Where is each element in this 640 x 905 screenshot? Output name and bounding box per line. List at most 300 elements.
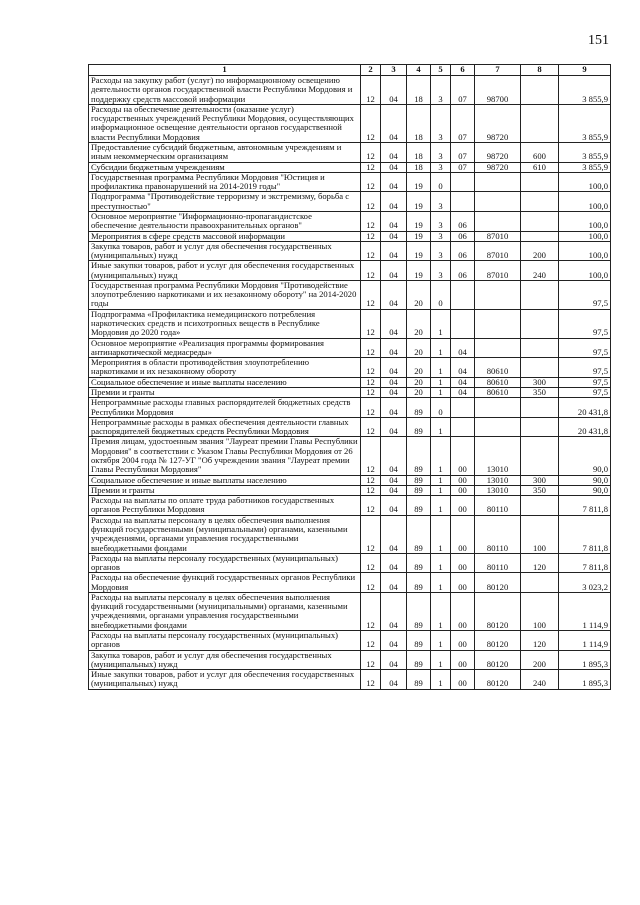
program-code-cell: 89 (407, 573, 431, 593)
table-row (89, 76, 611, 105)
direction-code-cell: 80120 (475, 592, 521, 630)
table-row (89, 280, 611, 309)
program-code-cell: 20 (407, 388, 431, 398)
table-row (89, 172, 611, 192)
section-code-cell: 12 (361, 231, 381, 241)
subprogram-code-cell: 1 (431, 650, 451, 670)
program-code-cell: 20 (407, 280, 431, 309)
subprogram-code-cell: 1 (431, 377, 451, 387)
row-name-cell: Государственная программа Республики Мордовия "Противодействие злоупотреблению наркотиками и их незаконному обороту" на 2014-2020 годы (89, 280, 361, 309)
table-row (89, 211, 611, 231)
section-code-cell: 12 (361, 192, 381, 212)
activity-code-cell: 00 (451, 553, 475, 573)
program-code-cell: 89 (407, 650, 431, 670)
expense-type-code-cell (521, 573, 559, 593)
subprogram-code-cell: 3 (431, 162, 451, 172)
row-name-cell: Предоставление субсидий бюджетным, автономным учреждениям и иным некоммерческим организациям (89, 142, 361, 162)
table-row (89, 377, 611, 387)
subsection-code-cell: 04 (381, 515, 407, 553)
expense-type-code-cell (521, 104, 559, 142)
activity-code-cell (451, 309, 475, 338)
program-code-cell: 89 (407, 515, 431, 553)
expense-type-code-cell: 300 (521, 377, 559, 387)
direction-code-cell: 98720 (475, 142, 521, 162)
direction-code-cell: 98720 (475, 104, 521, 142)
subprogram-code-cell: 1 (431, 338, 451, 358)
row-name-cell: Мероприятия в сфере средств массовой информации (89, 231, 361, 241)
program-code-cell: 89 (407, 592, 431, 630)
program-code-cell: 19 (407, 231, 431, 241)
section-code-cell: 12 (361, 496, 381, 516)
table-row (89, 231, 611, 241)
subsection-code-cell: 04 (381, 280, 407, 309)
expense-type-code-cell: 350 (521, 485, 559, 495)
table-row (89, 388, 611, 398)
section-code-cell: 12 (361, 485, 381, 495)
activity-code-cell: 04 (451, 338, 475, 358)
program-code-cell: 18 (407, 76, 431, 105)
expense-type-code-cell (521, 76, 559, 105)
header-cell: 5 (431, 65, 451, 76)
table-row (89, 104, 611, 142)
row-name-cell: Расходы на обеспечение деятельности (оказание услуг) государственных учреждений Республики Мордовия, осуществляющих информационное освещение деятельности органов государственной власти Республики Мордовия (89, 104, 361, 142)
expense-type-code-cell (521, 338, 559, 358)
subsection-code-cell: 04 (381, 338, 407, 358)
section-code-cell: 12 (361, 515, 381, 553)
table-row (89, 309, 611, 338)
activity-code-cell (451, 398, 475, 418)
direction-code-cell (475, 211, 521, 231)
direction-code-cell (475, 309, 521, 338)
table-row (89, 398, 611, 418)
table-row (89, 192, 611, 212)
section-code-cell: 12 (361, 172, 381, 192)
subsection-code-cell: 04 (381, 241, 407, 261)
program-code-cell: 18 (407, 104, 431, 142)
activity-code-cell: 00 (451, 496, 475, 516)
amount-cell: 97,5 (559, 388, 611, 398)
amount-cell: 97,5 (559, 309, 611, 338)
row-name-cell: Расходы на выплаты персоналу в целях обеспечения выполнения функций государственными (муниципальными) органами, казенными учреждениями, органами управления государственными внебюджетными фондами (89, 515, 361, 553)
direction-code-cell (475, 417, 521, 437)
program-code-cell: 89 (407, 670, 431, 690)
row-name-cell: Непрограммные расходы в рамках обеспечения деятельности главных распорядителей бюджетных средств Республики Мордовия (89, 417, 361, 437)
amount-cell: 1 114,9 (559, 592, 611, 630)
expense-type-code-cell: 200 (521, 650, 559, 670)
section-code-cell: 12 (361, 377, 381, 387)
section-code-cell: 12 (361, 280, 381, 309)
expense-type-code-cell (521, 172, 559, 192)
row-name-cell: Премия лицам, удостоенным звания "Лауреат премии Главы Республики Мордовия" в соответствии с Указом Главы Республики Мордовия от 26 октября 2004 года № 127-УГ "Об учреждении звания "Лауреат премии Главы Республики Мордовия" (89, 437, 361, 475)
subprogram-code-cell: 1 (431, 485, 451, 495)
program-code-cell: 19 (407, 211, 431, 231)
section-code-cell: 12 (361, 553, 381, 573)
row-name-cell: Расходы на выплаты персоналу в целях обеспечения выполнения функций государственными (муниципальными) органами, казенными учреждениями, органами управления государственными внебюджетными фондами (89, 592, 361, 630)
program-code-cell: 89 (407, 398, 431, 418)
row-name-cell: Премии и гранты (89, 485, 361, 495)
activity-code-cell (451, 417, 475, 437)
header-row (89, 65, 611, 76)
table-row (89, 573, 611, 593)
program-code-cell: 19 (407, 261, 431, 281)
section-code-cell: 12 (361, 592, 381, 630)
subprogram-code-cell: 3 (431, 142, 451, 162)
row-name-cell: Основное мероприятие «Реализация программы формирования антинаркотической медиасреды» (89, 338, 361, 358)
section-code-cell: 12 (361, 358, 381, 378)
subprogram-code-cell: 1 (431, 417, 451, 437)
subsection-code-cell: 04 (381, 631, 407, 651)
row-name-cell: Подпрограмма «Профилактика немедицинского потребления наркотических средств и психотропных веществ в Республике Мордовия до 2020 года» (89, 309, 361, 338)
direction-code-cell (475, 192, 521, 212)
subsection-code-cell: 04 (381, 309, 407, 338)
subsection-code-cell: 04 (381, 104, 407, 142)
header-cell: 1 (89, 65, 361, 76)
header-cell: 8 (521, 65, 559, 76)
section-code-cell: 12 (361, 437, 381, 475)
row-name-cell: Расходы на обеспечение функций государственных органов Республики Мордовия (89, 573, 361, 593)
program-code-cell: 18 (407, 142, 431, 162)
program-code-cell: 19 (407, 241, 431, 261)
row-name-cell: Подпрограмма "Противодействие терроризму и экстремизму, борьба с преступностью" (89, 192, 361, 212)
activity-code-cell: 06 (451, 241, 475, 261)
program-code-cell: 19 (407, 172, 431, 192)
row-name-cell: Расходы на выплаты персоналу государственных (муниципальных) органов (89, 553, 361, 573)
subsection-code-cell: 04 (381, 358, 407, 378)
activity-code-cell (451, 192, 475, 212)
table-row (89, 592, 611, 630)
amount-cell: 7 811,8 (559, 515, 611, 553)
direction-code-cell (475, 338, 521, 358)
amount-cell: 1 895,3 (559, 670, 611, 690)
section-code-cell: 12 (361, 631, 381, 651)
subprogram-code-cell: 1 (431, 631, 451, 651)
amount-cell: 97,5 (559, 280, 611, 309)
row-name-cell: Закупка товаров, работ и услуг для обеспечения государственных (муниципальных) нужд (89, 650, 361, 670)
subprogram-code-cell: 1 (431, 670, 451, 690)
program-code-cell: 89 (407, 437, 431, 475)
amount-cell: 7 811,8 (559, 553, 611, 573)
program-code-cell: 89 (407, 496, 431, 516)
row-name-cell: Иные закупки товаров, работ и услуг для обеспечения государственных (муниципальных) нужд (89, 670, 361, 690)
program-code-cell: 89 (407, 485, 431, 495)
direction-code-cell: 98720 (475, 162, 521, 172)
amount-cell: 100,0 (559, 192, 611, 212)
section-code-cell: 12 (361, 211, 381, 231)
amount-cell: 97,5 (559, 338, 611, 358)
table-body (89, 76, 611, 690)
expense-type-code-cell: 100 (521, 592, 559, 630)
subsection-code-cell: 04 (381, 485, 407, 495)
expense-type-code-cell: 120 (521, 631, 559, 651)
section-code-cell: 12 (361, 670, 381, 690)
activity-code-cell (451, 280, 475, 309)
direction-code-cell: 87010 (475, 241, 521, 261)
section-code-cell: 12 (361, 573, 381, 593)
subsection-code-cell: 04 (381, 553, 407, 573)
section-code-cell: 12 (361, 475, 381, 485)
section-code-cell: 12 (361, 76, 381, 105)
section-code-cell: 12 (361, 388, 381, 398)
table-row (89, 650, 611, 670)
header-cell: 9 (559, 65, 611, 76)
direction-code-cell (475, 172, 521, 192)
direction-code-cell: 80610 (475, 358, 521, 378)
subsection-code-cell: 04 (381, 592, 407, 630)
subprogram-code-cell: 3 (431, 192, 451, 212)
subprogram-code-cell: 3 (431, 211, 451, 231)
activity-code-cell: 00 (451, 485, 475, 495)
section-code-cell: 12 (361, 142, 381, 162)
activity-code-cell: 00 (451, 515, 475, 553)
row-name-cell: Премии и гранты (89, 388, 361, 398)
amount-cell: 100,0 (559, 231, 611, 241)
amount-cell: 90,0 (559, 475, 611, 485)
activity-code-cell: 06 (451, 211, 475, 231)
activity-code-cell: 04 (451, 388, 475, 398)
activity-code-cell: 00 (451, 437, 475, 475)
amount-cell: 100,0 (559, 211, 611, 231)
subsection-code-cell: 04 (381, 670, 407, 690)
subsection-code-cell: 04 (381, 417, 407, 437)
amount-cell: 3 855,9 (559, 104, 611, 142)
expense-type-code-cell (521, 231, 559, 241)
table-row (89, 475, 611, 485)
subprogram-code-cell: 1 (431, 358, 451, 378)
subsection-code-cell: 04 (381, 437, 407, 475)
activity-code-cell: 07 (451, 104, 475, 142)
direction-code-cell: 13010 (475, 437, 521, 475)
expense-type-code-cell (521, 211, 559, 231)
header-cell: 6 (451, 65, 475, 76)
section-code-cell: 12 (361, 241, 381, 261)
direction-code-cell: 80110 (475, 496, 521, 516)
subprogram-code-cell: 1 (431, 496, 451, 516)
section-code-cell: 12 (361, 261, 381, 281)
program-code-cell: 20 (407, 309, 431, 338)
program-code-cell: 19 (407, 192, 431, 212)
header-cell: 4 (407, 65, 431, 76)
budget-table (88, 64, 611, 690)
direction-code-cell: 87010 (475, 261, 521, 281)
section-code-cell: 12 (361, 338, 381, 358)
expense-type-code-cell (521, 309, 559, 338)
program-code-cell: 20 (407, 338, 431, 358)
subsection-code-cell: 04 (381, 211, 407, 231)
program-code-cell: 18 (407, 162, 431, 172)
row-name-cell: Основное мероприятие "Информационно-пропагандистское обеспечение деятельности правоохранительных органов" (89, 211, 361, 231)
activity-code-cell: 07 (451, 142, 475, 162)
subprogram-code-cell: 1 (431, 388, 451, 398)
activity-code-cell (451, 172, 475, 192)
table-row (89, 241, 611, 261)
subprogram-code-cell: 1 (431, 515, 451, 553)
table-row (89, 417, 611, 437)
direction-code-cell: 13010 (475, 475, 521, 485)
expense-type-code-cell: 350 (521, 388, 559, 398)
subsection-code-cell: 04 (381, 573, 407, 593)
row-name-cell: Социальное обеспечение и иные выплаты населению (89, 377, 361, 387)
table-row (89, 485, 611, 495)
table-row (89, 670, 611, 690)
page-number: 151 (588, 33, 609, 48)
activity-code-cell: 06 (451, 261, 475, 281)
subsection-code-cell: 04 (381, 650, 407, 670)
amount-cell: 90,0 (559, 437, 611, 475)
table-row (89, 496, 611, 516)
activity-code-cell: 07 (451, 76, 475, 105)
table-row (89, 631, 611, 651)
amount-cell: 1 114,9 (559, 631, 611, 651)
expense-type-code-cell: 610 (521, 162, 559, 172)
expense-type-code-cell (521, 398, 559, 418)
amount-cell: 20 431,8 (559, 398, 611, 418)
section-code-cell: 12 (361, 309, 381, 338)
direction-code-cell (475, 280, 521, 309)
subsection-code-cell: 04 (381, 231, 407, 241)
activity-code-cell: 04 (451, 377, 475, 387)
table-row (89, 358, 611, 378)
subsection-code-cell: 04 (381, 172, 407, 192)
subprogram-code-cell: 0 (431, 398, 451, 418)
direction-code-cell: 13010 (475, 485, 521, 495)
table-row (89, 142, 611, 162)
activity-code-cell: 07 (451, 162, 475, 172)
expense-type-code-cell: 300 (521, 475, 559, 485)
amount-cell: 3 855,9 (559, 76, 611, 105)
activity-code-cell: 00 (451, 573, 475, 593)
program-code-cell: 89 (407, 553, 431, 573)
subprogram-code-cell: 3 (431, 231, 451, 241)
subsection-code-cell: 04 (381, 261, 407, 281)
direction-code-cell (475, 398, 521, 418)
subsection-code-cell: 04 (381, 162, 407, 172)
direction-code-cell: 80110 (475, 515, 521, 553)
subprogram-code-cell: 1 (431, 475, 451, 485)
direction-code-cell: 80110 (475, 553, 521, 573)
amount-cell: 97,5 (559, 377, 611, 387)
amount-cell: 97,5 (559, 358, 611, 378)
subprogram-code-cell: 3 (431, 104, 451, 142)
row-name-cell: Иные закупки товаров, работ и услуг для обеспечения государственных (муниципальных) нужд (89, 261, 361, 281)
row-name-cell: Мероприятия в области противодействия злоупотреблению наркотиками и их незаконному обороту (89, 358, 361, 378)
expense-type-code-cell: 240 (521, 670, 559, 690)
subprogram-code-cell: 1 (431, 592, 451, 630)
row-name-cell: Расходы на выплаты персоналу государственных (муниципальных) органов (89, 631, 361, 651)
direction-code-cell: 80120 (475, 650, 521, 670)
subsection-code-cell: 04 (381, 377, 407, 387)
header-cell: 7 (475, 65, 521, 76)
amount-cell: 20 431,8 (559, 417, 611, 437)
program-code-cell: 89 (407, 631, 431, 651)
table-row (89, 162, 611, 172)
subsection-code-cell: 04 (381, 76, 407, 105)
direction-code-cell: 98700 (475, 76, 521, 105)
activity-code-cell: 04 (451, 358, 475, 378)
amount-cell: 90,0 (559, 485, 611, 495)
subsection-code-cell: 04 (381, 496, 407, 516)
subprogram-code-cell: 3 (431, 76, 451, 105)
subprogram-code-cell: 1 (431, 573, 451, 593)
amount-cell: 3 855,9 (559, 162, 611, 172)
amount-cell: 100,0 (559, 172, 611, 192)
header-cell: 3 (381, 65, 407, 76)
subsection-code-cell: 04 (381, 398, 407, 418)
direction-code-cell: 80610 (475, 388, 521, 398)
amount-cell: 3 855,9 (559, 142, 611, 162)
program-code-cell: 20 (407, 358, 431, 378)
subprogram-code-cell: 3 (431, 261, 451, 281)
subprogram-code-cell: 0 (431, 172, 451, 192)
row-name-cell: Расходы на выплаты по оплате труда работников государственных органов Республики Мордовия (89, 496, 361, 516)
direction-code-cell: 80120 (475, 573, 521, 593)
subprogram-code-cell: 0 (431, 280, 451, 309)
amount-cell: 1 895,3 (559, 650, 611, 670)
amount-cell: 100,0 (559, 261, 611, 281)
amount-cell: 3 023,2 (559, 573, 611, 593)
expense-type-code-cell (521, 437, 559, 475)
table-row (89, 553, 611, 573)
subsection-code-cell: 04 (381, 388, 407, 398)
program-code-cell: 20 (407, 377, 431, 387)
direction-code-cell: 80120 (475, 670, 521, 690)
section-code-cell: 12 (361, 162, 381, 172)
activity-code-cell: 00 (451, 670, 475, 690)
subsection-code-cell: 04 (381, 142, 407, 162)
subprogram-code-cell: 1 (431, 553, 451, 573)
row-name-cell: Социальное обеспечение и иные выплаты населению (89, 475, 361, 485)
table-row (89, 338, 611, 358)
subprogram-code-cell: 3 (431, 241, 451, 261)
amount-cell: 100,0 (559, 241, 611, 261)
expense-type-code-cell (521, 417, 559, 437)
expense-type-code-cell: 200 (521, 241, 559, 261)
activity-code-cell: 00 (451, 592, 475, 630)
expense-type-code-cell (521, 280, 559, 309)
direction-code-cell: 80610 (475, 377, 521, 387)
subprogram-code-cell: 1 (431, 309, 451, 338)
program-code-cell: 89 (407, 475, 431, 485)
expense-type-code-cell: 600 (521, 142, 559, 162)
amount-cell: 7 811,8 (559, 496, 611, 516)
table-row (89, 515, 611, 553)
direction-code-cell: 80120 (475, 631, 521, 651)
row-name-cell: Закупка товаров, работ и услуг для обеспечения государственных (муниципальных) нужд (89, 241, 361, 261)
expense-type-code-cell (521, 496, 559, 516)
section-code-cell: 12 (361, 398, 381, 418)
expense-type-code-cell (521, 192, 559, 212)
section-code-cell: 12 (361, 650, 381, 670)
section-code-cell: 12 (361, 104, 381, 142)
section-code-cell: 12 (361, 417, 381, 437)
subprogram-code-cell: 1 (431, 437, 451, 475)
row-name-cell: Субсидии бюджетным учреждениям (89, 162, 361, 172)
activity-code-cell: 06 (451, 231, 475, 241)
activity-code-cell: 00 (451, 650, 475, 670)
subsection-code-cell: 04 (381, 475, 407, 485)
activity-code-cell: 00 (451, 475, 475, 485)
direction-code-cell: 87010 (475, 231, 521, 241)
expense-type-code-cell: 240 (521, 261, 559, 281)
expense-type-code-cell: 100 (521, 515, 559, 553)
expense-type-code-cell (521, 358, 559, 378)
program-code-cell: 89 (407, 417, 431, 437)
row-name-cell: Государственная программа Республики Мордовия "Юстиция и профилактика правонарушений на 2014-2019 годы" (89, 172, 361, 192)
header-cell: 2 (361, 65, 381, 76)
row-name-cell: Непрограммные расходы главных распорядителей бюджетных средств Республики Мордовия (89, 398, 361, 418)
table-row (89, 261, 611, 281)
activity-code-cell: 00 (451, 631, 475, 651)
subsection-code-cell: 04 (381, 192, 407, 212)
